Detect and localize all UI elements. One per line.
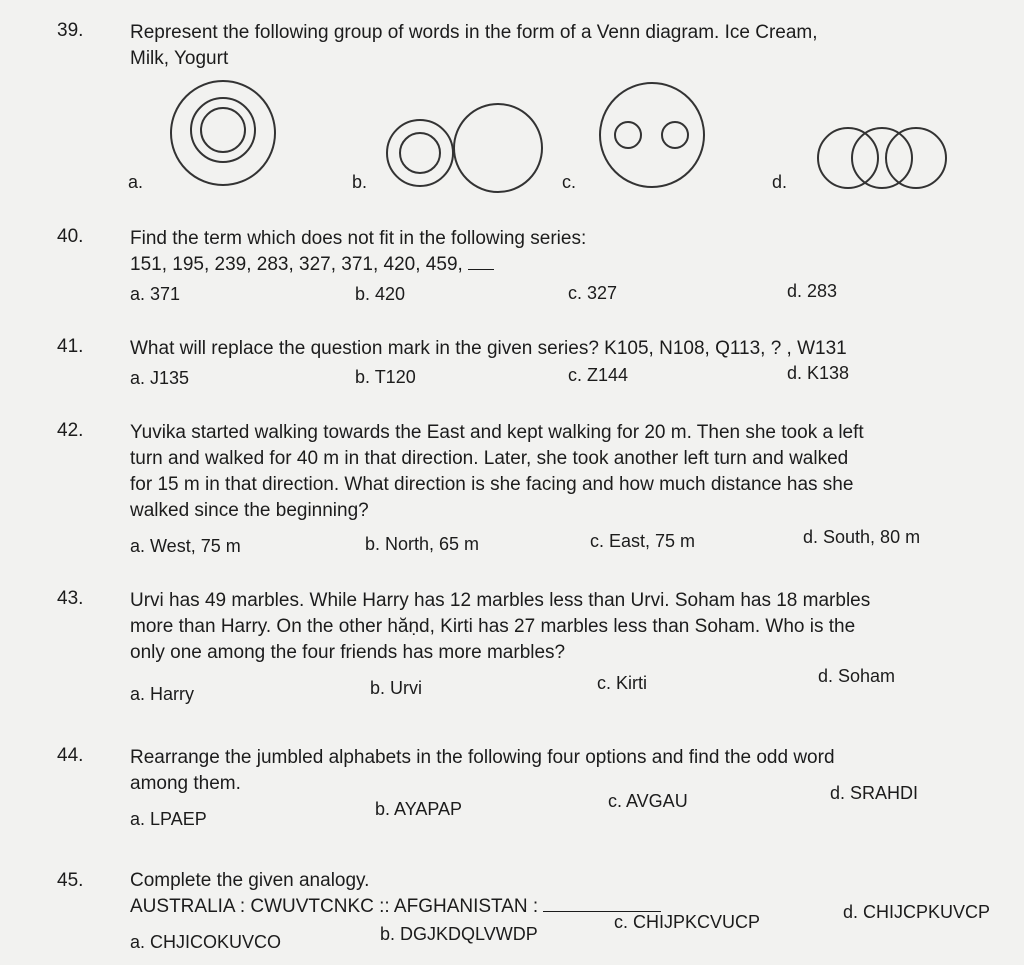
circle-left: [818, 128, 878, 188]
question-text: [130, 420, 984, 524]
analogy-text: AUSTRALIA : CWUVTCNKC :: AFGHANISTAN :: [130, 896, 544, 917]
question-line: for 15 m in that direction. What direction is she facing and how much distance has she: [130, 474, 854, 495]
option-b: b. T120: [355, 367, 416, 387]
option-c: c. Kirti: [597, 673, 648, 693]
inner-circle: [201, 108, 245, 152]
question-number: 39.: [57, 20, 84, 41]
venn-option-a: [165, 78, 285, 188]
question-line: more than Harry. On the other hăṇd, Kirti has 27 marbles less than Soham. Who is the: [130, 616, 856, 637]
question-line: Urvi has 49 marbles. While Harry has 12 marbles less than Urvi. Soham has 18 marbles: [130, 590, 871, 611]
option-b: b. DGJKDQLVWDP: [380, 924, 538, 944]
small-circle-right: [662, 122, 688, 148]
option-label: b.: [352, 172, 368, 192]
question-number: 44.: [57, 745, 84, 766]
option-d: d. 283: [787, 281, 838, 301]
series-values: 151, 195, 239, 283, 327, 371, 420, 459,: [130, 254, 469, 275]
outer-small-circle: [387, 120, 453, 186]
question-line: [130, 252, 984, 278]
question-line: among them.: [130, 773, 241, 794]
question-line: Complete the given analogy.: [130, 870, 370, 891]
venn-option-d: [800, 118, 960, 198]
option-d: d. CHIJCPKUVCP: [843, 902, 991, 922]
option-label: c.: [562, 172, 577, 192]
question-number: 40.: [57, 226, 84, 247]
question-number: 45.: [57, 870, 84, 891]
option-d: d. Soham: [818, 666, 896, 686]
option-b: b. AYAPAP: [375, 799, 463, 819]
option-c: c. CHIJPKCVUCP: [614, 912, 761, 932]
question-line: Represent the following group of words in the form of a Venn diagram. Ice Cream,: [130, 22, 818, 43]
option-b: b. Urvi: [370, 678, 423, 698]
option-b: b. 420: [355, 284, 406, 304]
option-c: c. Z144: [568, 365, 629, 385]
question-text: [130, 20, 984, 72]
option-a: a. LPAEP: [130, 809, 207, 829]
option-a: a. J135: [130, 368, 190, 388]
question-line: Rearrange the jumbled alphabets in the following four options and find the odd word: [130, 747, 835, 768]
option-a: a. Harry: [130, 684, 195, 704]
question-text: [130, 588, 984, 666]
option-label: d.: [772, 172, 788, 192]
question-line: only one among the four friends has more marbles?: [130, 642, 566, 663]
question-line: Yuvika started walking towards the East and kept walking for 20 m. Then she took a left: [130, 422, 864, 443]
option-a: a. West, 75 m: [130, 536, 241, 556]
option-a: a. 371: [130, 284, 181, 304]
question-number: 42.: [57, 420, 84, 441]
option-b: b. North, 65 m: [365, 534, 480, 554]
small-circle-left: [615, 122, 641, 148]
venn-option-c: [595, 80, 715, 190]
option-c: c. 327: [568, 283, 618, 303]
question-number: 43.: [57, 588, 84, 609]
question-line: Find the term which does not fit in the following series:: [130, 228, 587, 249]
question-text: [130, 226, 984, 278]
venn-option-b: [380, 100, 550, 195]
question-line: Milk, Yogurt: [130, 48, 229, 69]
question-line: walked since the beginning?: [130, 500, 369, 521]
option-a: a. CHJICOKUVCO: [130, 932, 282, 952]
question-line: What will replace the question mark in the given series? K105, N108, Q113, ? , W131: [130, 338, 847, 359]
option-c: c. AVGAU: [608, 791, 688, 811]
circle-middle: [852, 128, 912, 188]
question-number: 41.: [57, 336, 84, 357]
option-d: d. SRAHDI: [830, 783, 919, 803]
option-c: c. East, 75 m: [590, 531, 696, 551]
inner-small-circle: [400, 133, 440, 173]
separate-circle: [454, 104, 542, 192]
circle-right: [886, 128, 946, 188]
answer-blank: [468, 269, 494, 270]
option-d: d. South, 80 m: [803, 527, 921, 547]
question-text: [130, 336, 984, 362]
option-label: a.: [128, 172, 144, 192]
option-d: d. K138: [787, 363, 850, 383]
question-line: turn and walked for 40 m in that direction. Later, she took another left turn and walked: [130, 448, 849, 469]
outer-circle: [171, 81, 275, 185]
